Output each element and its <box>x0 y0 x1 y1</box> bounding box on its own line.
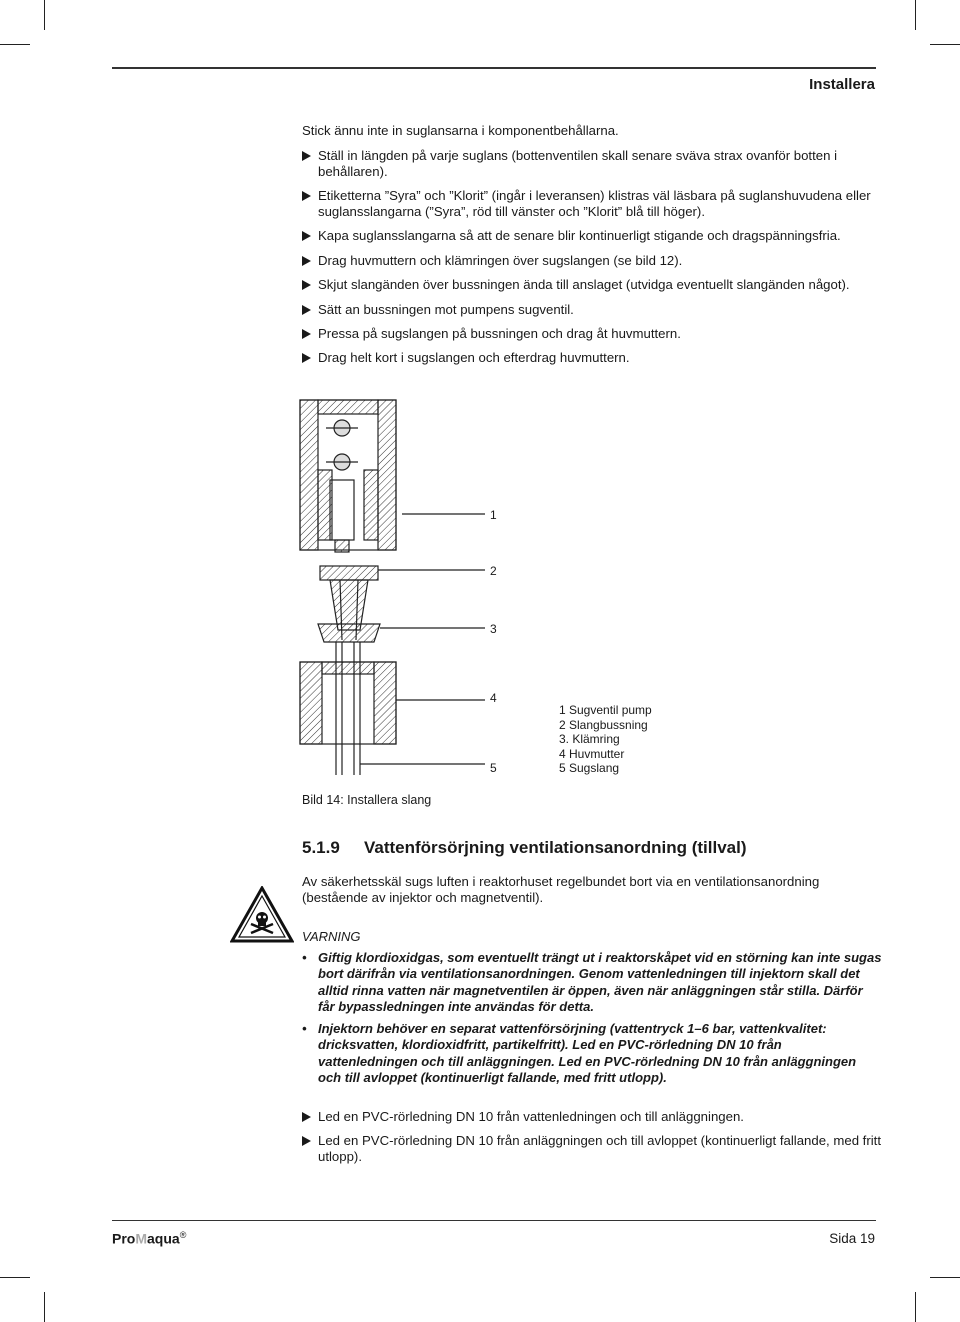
header-divider <box>112 67 876 69</box>
warning-text: Giftig klordioxidgas, som eventuellt trängt ut i reaktorskåpet vid en störning kan inte sugas bort därifrån via ventilationsanordningen. Genom vattenledningen till injektorn skall det alltid rinna vatten när magnetventilen är öppen, även när anläggningen står stilla. Därför får bypassledningen inte användas för detta. <box>318 950 882 1014</box>
step-text: Drag helt kort i sugslangen och efterdrag huvmuttern. <box>318 350 630 365</box>
callout-label: 1 <box>490 508 497 522</box>
arrow-bullet-icon <box>302 353 311 363</box>
intro-text: Stick ännu inte in suglansarna i komponentbehållarna. <box>302 123 619 138</box>
warning-item <box>302 950 882 1015</box>
figure-legend <box>559 703 652 776</box>
step-text: Led en PVC-rörledning DN 10 från anläggningen och till avloppet (kontinuerligt fallande, med fritt utlopp). <box>318 1133 881 1164</box>
legend-item: 5 Sugslang <box>559 761 620 775</box>
registered-mark: ® <box>179 1230 187 1240</box>
step-text: Sätt an bussningen mot pumpens sugventil. <box>318 302 574 317</box>
step-text: Ställ in längden på varje suglans (bottenventilen skall senare sväva strax ovanför botten i behållaren). <box>318 148 838 179</box>
page-number: Sida 19 <box>829 1231 875 1246</box>
legend-item: 4 Huvmutter <box>559 746 625 761</box>
warning-item <box>302 1021 882 1086</box>
hose-bushing <box>320 566 378 580</box>
step-item <box>302 1109 882 1125</box>
section-number: 5.1.9 <box>302 838 340 857</box>
legend-item: 3. Klämring <box>559 732 620 746</box>
arrow-bullet-icon <box>302 191 311 201</box>
section-heading <box>302 838 747 858</box>
crop-mark <box>915 0 916 30</box>
callout-label: 4 <box>490 691 497 705</box>
footer-divider <box>112 1220 876 1221</box>
bullet-dot-icon: • <box>302 1021 307 1036</box>
step-item <box>302 188 882 220</box>
legend-item: 1 Sugventil pump <box>559 703 652 717</box>
step-text: Kapa suglansslangarna så att de senare blir kontinuerligt stigande och dragspänningsfria. <box>318 228 841 243</box>
callout-label: 2 <box>490 564 497 578</box>
clamping-ring <box>318 624 380 642</box>
arrow-bullet-icon <box>302 305 311 315</box>
step-item <box>302 228 882 244</box>
step-item <box>302 350 882 366</box>
brand-part: aqua <box>147 1230 180 1247</box>
crop-mark <box>0 44 30 45</box>
crop-mark <box>44 0 45 30</box>
crop-mark <box>0 1277 30 1278</box>
step-text: Skjut slangänden över bussningen ända till anslaget (utvidga eventuellt slangänden något). <box>318 277 850 292</box>
brand-logo <box>112 1230 186 1247</box>
arrow-bullet-icon <box>302 280 311 290</box>
step-item <box>302 277 882 293</box>
step-item <box>302 253 882 269</box>
step-item <box>302 1133 882 1165</box>
warning-title: VARNING <box>302 929 361 944</box>
step-item <box>302 148 882 180</box>
arrow-bullet-icon <box>302 1112 311 1122</box>
crop-mark <box>915 1292 916 1322</box>
step-item <box>302 326 882 342</box>
arrow-bullet-icon <box>302 1136 311 1146</box>
crop-mark <box>930 44 960 45</box>
brand-part: Pro <box>112 1230 136 1247</box>
brand-part: M <box>135 1230 148 1247</box>
section-title: Vattenförsörjning ventilationsanordning (tillval) <box>364 838 747 857</box>
warning-text: Injektorn behöver en separat vattenförsörjning (vattentryck 1–6 bar, vattenkvalitet: dricksvatten, klordioxidfritt, partikelfritt). Led en PVC-rörledning DN 10 från vattenledningen och till anläggningen. Led en PVC-rörledning DN 10 från anläggningen och till avloppet (kontinuerligt fallande, med fritt utlopp). <box>318 1021 857 1085</box>
callout-label: 3 <box>490 622 497 636</box>
arrow-bullet-icon <box>302 231 311 241</box>
step-item <box>302 302 882 318</box>
toxic-warning-icon <box>230 886 294 944</box>
arrow-bullet-icon <box>302 151 311 161</box>
step-text: Drag huvmuttern och klämringen över sugslangen (se bild 12). <box>318 253 683 268</box>
step-text: Etiketterna ”Syra” och ”Klorit” (ingår i leveransen) klistras väl läsbara på suglanshuvudena eller suglansslangarna (”Syra”, röd till vänster och ”Klorit” blå till höger). <box>318 188 871 219</box>
section-intro: Av säkerhetsskäl sugs luften i reaktorhuset regelbundet bort via en ventilationsanordning (bestående av injektor och magnetventil). <box>302 874 820 905</box>
bullet-dot-icon: • <box>302 950 307 965</box>
hose-installation-drawing <box>290 390 510 780</box>
arrow-bullet-icon <box>302 256 311 266</box>
callout-label: 5 <box>490 761 497 775</box>
crop-mark <box>930 1277 960 1278</box>
legend-item: 2 Slangbussning <box>559 717 648 732</box>
figure-caption: Bild 14: Installera slang <box>302 793 432 807</box>
page-header-title: Installera <box>809 76 875 93</box>
crop-mark <box>44 1292 45 1322</box>
arrow-bullet-icon <box>302 329 311 339</box>
step-text: Pressa på sugslangen på bussningen och drag åt huvmuttern. <box>318 326 681 341</box>
step-text: Led en PVC-rörledning DN 10 från vattenledningen och till anläggningen. <box>318 1109 744 1124</box>
